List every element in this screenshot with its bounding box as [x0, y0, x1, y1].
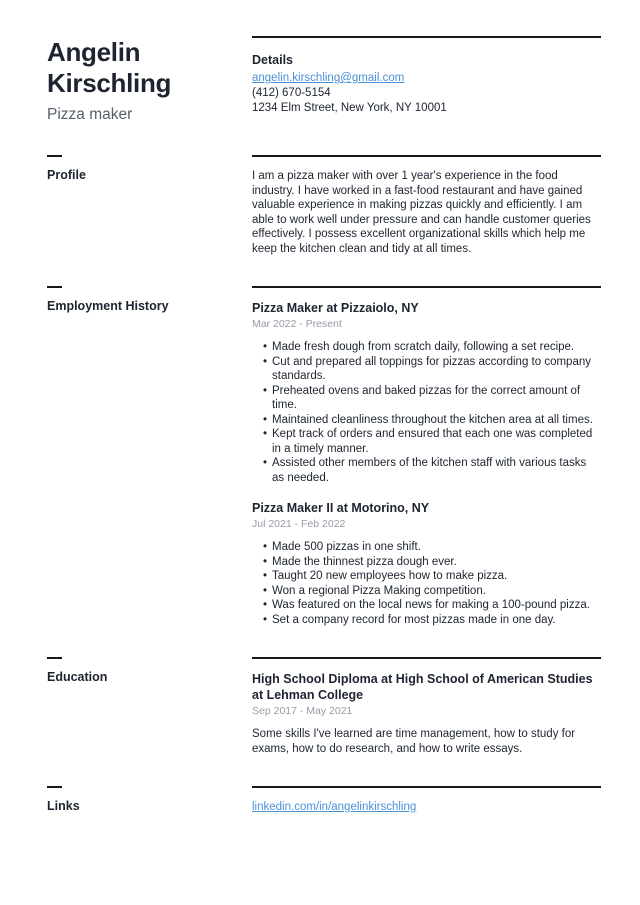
education-top-divider: [252, 657, 601, 659]
profile-section-label: Profile: [47, 168, 86, 182]
job-bullet: • Taught 20 new employees how to make pizza.: [272, 569, 601, 584]
job-entry: [252, 500, 601, 627]
person-job-title: Pizza maker: [47, 106, 133, 123]
phone-number: (412) 670-5154: [252, 87, 331, 99]
details-block: [252, 36, 601, 125]
employment-section-dash: [47, 286, 62, 288]
linkedin-link[interactable]: linkedin.com/in/angelinkirschling: [252, 801, 417, 813]
employment-label-column: [47, 286, 252, 627]
job-title: Pizza Maker at Pizzaiolo, NY: [252, 301, 419, 315]
address-line: 1234 Elm Street, New York, NY 10001: [252, 102, 447, 114]
employment-section-label: Employment History: [47, 299, 169, 313]
profile-text: I am a pizza maker with over 1 year's experience in the food industry. I have worked in a fast-food restaurant and have gained valuable experience in making pizzas quickly and efficiently. I am able to work well under pressure and can handle customer queries effectively. I possess excellent organizational skills which help me keep the kitchen clean and tidy at all times.: [252, 170, 591, 255]
education-content: [252, 657, 601, 756]
employment-content: [252, 286, 601, 627]
education-section: [47, 657, 601, 756]
job-bullet: • Made the thinnest pizza dough ever.: [272, 555, 601, 570]
education-dates: Sep 2017 - May 2021: [252, 705, 353, 717]
education-section-dash: [47, 657, 62, 659]
education-label-column: [47, 657, 252, 756]
job-bullet: • Kept track of orders and ensured that each one was completed in a timely manner.: [272, 427, 601, 456]
education-section-label: Education: [47, 670, 108, 684]
job-bullet: • Assisted other members of the kitchen staff with various tasks as needed.: [272, 456, 601, 485]
job-entry: [252, 300, 601, 485]
job-dates: Jul 2021 - Feb 2022: [252, 518, 346, 530]
job-bullet: • Set a company record for most pizzas made in one day.: [272, 613, 601, 628]
details-heading: Details: [252, 53, 293, 67]
profile-section-dash: [47, 155, 62, 157]
education-title: High School Diploma at High School of American Studies at Lehman College: [252, 672, 593, 702]
job-bullet: • Cut and prepared all toppings for pizzas according to company standards.: [272, 355, 601, 384]
links-top-divider: [252, 786, 601, 788]
job-bullet: • Made fresh dough from scratch daily, following a set recipe.: [272, 340, 601, 355]
links-section-label: Links: [47, 799, 80, 813]
job-bullet-list: [252, 340, 601, 485]
email-link[interactable]: angelin.kirschling@gmail.com: [252, 72, 405, 84]
profile-label-column: [47, 155, 252, 256]
employment-top-divider: [252, 286, 601, 288]
employment-history-section: [47, 286, 601, 627]
person-name: Angelin Kirschling: [47, 37, 172, 98]
links-section: [47, 786, 601, 815]
profile-content: [252, 155, 601, 256]
job-title: Pizza Maker II at Motorino, NY: [252, 501, 430, 515]
links-content: [252, 786, 601, 815]
job-dates: Mar 2022 - Present: [252, 318, 342, 330]
resume-header: [47, 36, 601, 125]
job-bullet: • Made 500 pizzas in one shift.: [272, 540, 601, 555]
job-bullet: • Preheated ovens and baked pizzas for the correct amount of time.: [272, 384, 601, 413]
job-bullet: • Won a regional Pizza Making competition.: [272, 584, 601, 599]
job-bullet: • Was featured on the local news for making a 100-pound pizza.: [272, 598, 601, 613]
profile-top-divider: [252, 155, 601, 157]
links-section-dash: [47, 786, 62, 788]
job-bullet-list: [252, 540, 601, 627]
education-text: Some skills I've learned are time management, how to study for exams, how to do research, and how to write essays.: [252, 728, 576, 755]
job-bullet: • Maintained cleanliness throughout the kitchen area at all times.: [272, 413, 601, 428]
header-left-column: [47, 36, 252, 125]
education-entry: [252, 671, 601, 756]
details-top-divider: [252, 36, 601, 38]
links-label-column: [47, 786, 252, 815]
profile-section: [47, 155, 601, 256]
